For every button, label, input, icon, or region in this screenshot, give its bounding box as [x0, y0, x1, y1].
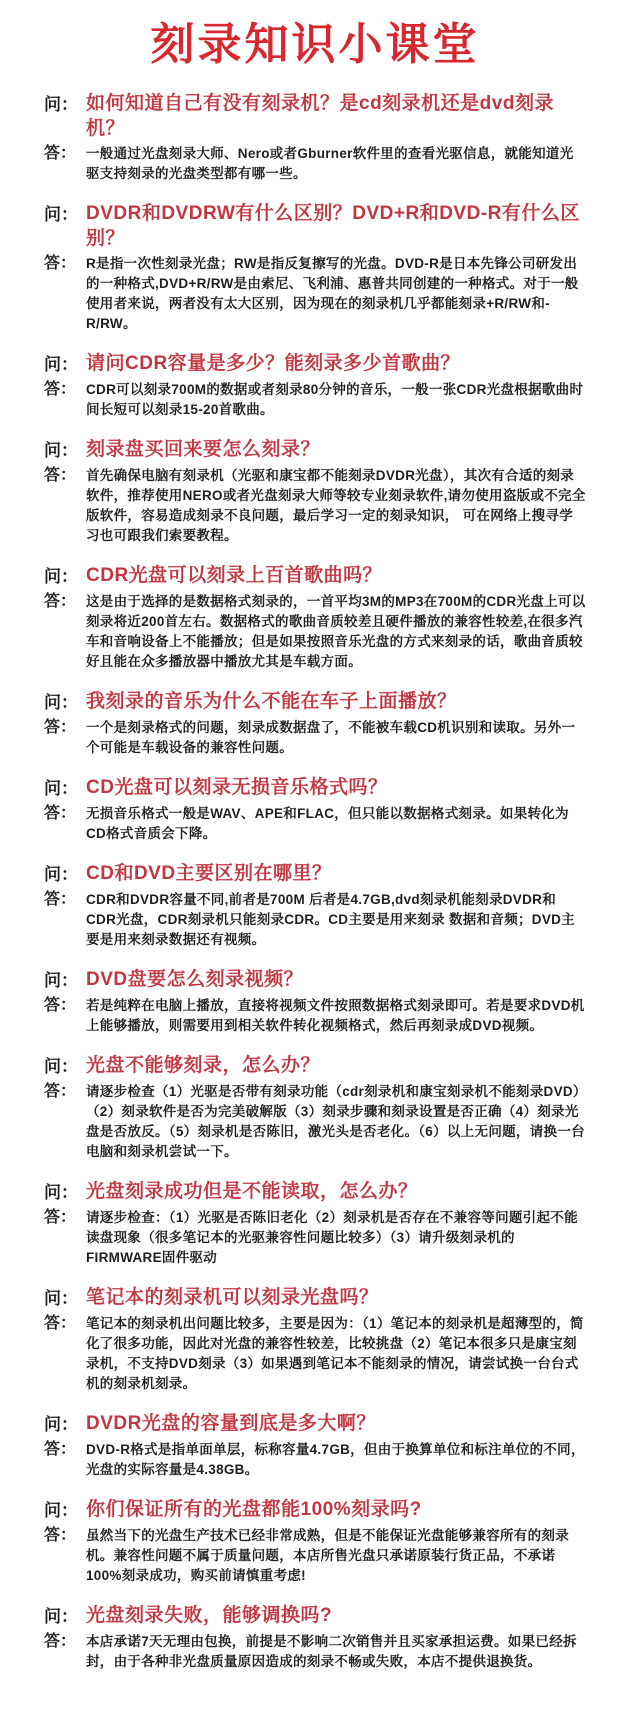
answer-label: 答：: [44, 1440, 77, 1458]
answer-label: 答：: [44, 1208, 77, 1226]
qa-item-7: [44, 775, 586, 844]
question-label: 问：: [44, 778, 78, 798]
qa-item-2: [44, 201, 586, 334]
question-text: DVD盘要怎么刻录视频？: [86, 968, 304, 990]
question-label: 问：: [44, 1606, 78, 1626]
question-text: 如何知道自己有没有刻录机？是cd刻录机还是dvd刻录机？: [86, 92, 554, 139]
answer-text: 一般通过光盘刻录大师、Nero或者Gburner软件里的查看光驱信息，就能知道光驱支持刻录的光盘类型都有哪一些。: [86, 145, 574, 181]
page-title: 刻录知识小课堂: [150, 20, 480, 69]
question-label: 问：: [44, 566, 78, 586]
answer-label: 答：: [44, 466, 77, 484]
question-label: 问：: [44, 440, 78, 460]
answer-label: 答：: [44, 1526, 77, 1544]
question-text: 光盘刻录失败，能够调换吗?: [86, 1604, 333, 1626]
answer-text: 请逐步检查（1）光驱是否带有刻录功能（cdr刻录机和康宝刻录机不能刻录DVD）（2）刻录软件是否为完美破解版（3）刻录步骤和刻录设置是否正确（4）刻录光盘是否放反。（5）刻录机是否陈旧，激光头是否老化。（6）以上无问题，请换一台电脑和刻录机尝试一下。: [86, 1083, 585, 1159]
answer-label: 答：: [44, 254, 77, 272]
answer-text: 一个是刻录格式的问题，刻录成数据盘了，不能被车载CD机识别和读取。另外一个可能是车载设备的兼容性问题。: [86, 719, 576, 755]
qa-item-11: [44, 1179, 586, 1268]
qa-item-8: [44, 861, 586, 950]
qa-item-6: [44, 689, 586, 758]
qa-item-14: [44, 1497, 586, 1586]
question-text: 请问CDR容量是多少？能刻录多少首歌曲？: [86, 352, 461, 374]
answer-label: 答：: [44, 592, 77, 610]
qa-item-13: [44, 1411, 586, 1480]
question-text: CD光盘可以刻录无损音乐格式吗？: [86, 776, 388, 798]
qa-item-15: [44, 1603, 586, 1672]
answer-text: CDR可以刻录700M的数据或者刻录80分钟的音乐，一般一张CDR光盘根据歌曲时间长短可以刻录15-20首歌曲。: [86, 381, 584, 417]
answer-label: 答：: [44, 996, 77, 1014]
question-text: 刻录盘买回来要怎么刻录？: [86, 438, 321, 460]
answer-text: R是指一次性刻录光盘；RW是指反复擦写的光盘。DVD-R是日本先锋公司研发出的一种格式,DVD+R/RW是由索尼、飞利浦、惠普共同创建的一种格式。对于一般使用者来说，两者没有太大区别，因为现在的刻录机几乎都能刻录+R/RW和-R/RW。: [86, 255, 579, 331]
answer-label: 答：: [44, 1314, 77, 1332]
qa-item-1: [44, 91, 586, 184]
answer-label: 答：: [44, 804, 77, 822]
answer-text: 这是由于选择的是数据格式刻录的，一首平均3M的MP3在700M的CDR光盘上可以刻录将近200首左右。数据格式的歌曲音质较差且硬件播放的兼容性较差,在很多汽车和音响设备上不能播放；但是如果按照音乐光盘的方式来刻录的话，歌曲音质较好且能在众多播放器中播放尤其是车载方面。: [86, 593, 586, 669]
answer-text: DVD-R格式是指单面单层，标称容量4.7GB，但由于换算单位和标注单位的不同，光盘的实际容量是4.38GB。: [86, 1441, 585, 1477]
qa-item-9: [44, 967, 586, 1036]
question-text: 光盘刻录成功但是不能读取，怎么办？: [86, 1180, 418, 1202]
answer-label: 答：: [44, 144, 77, 162]
question-label: 问：: [44, 1182, 78, 1202]
question-label: 问：: [44, 354, 78, 374]
qa-item-4: [44, 437, 586, 546]
question-label: 问：: [44, 1056, 78, 1076]
qa-item-10: [44, 1053, 586, 1162]
question-text: DVDR和DVDRW有什么区别？DVD+R和DVD-R有什么区别？: [86, 202, 580, 249]
question-text: 光盘不能够刻录，怎么办？: [86, 1054, 321, 1076]
qa-item-5: [44, 563, 586, 672]
answer-label: 答：: [44, 380, 77, 398]
answer-label: 答：: [44, 718, 77, 736]
qa-item-12: [44, 1285, 586, 1394]
question-text: CDR光盘可以刻录上百首歌曲吗？: [86, 564, 383, 586]
answer-text: 虽然当下的光盘生产技术已经非常成熟，但是不能保证光盘能够兼容所有的刻录机。兼容性问题不属于质量问题，本店所售光盘只承诺原装行货正品，不承诺100%刻录成功，购买前请慎重考虑!: [86, 1527, 569, 1583]
question-label: 问：: [44, 1414, 78, 1434]
question-text: 我刻录的音乐为什么不能在车子上面播放？: [86, 690, 457, 712]
answer-text: CDR和DVDR容量不同,前者是700M 后者是4.7GB,dvd刻录机能刻录DVDR和CDR光盘，CDR刻录机只能刻录CDR。CD主要是用来刻录 数据和音频；DVD主要是用来刻录数据还有视频。: [86, 891, 575, 947]
answer-text: 请逐步检查：（1）光驱是否陈旧老化（2）刻录机是否存在不兼容等问题引起不能读盘现象（很多笔记本的光驱兼容性问题比较多）（3）请升级刻录机的FIRMWARE固件驱动: [86, 1209, 578, 1265]
answer-text: 本店承诺7天无理由包换，前提是不影响二次销售并且买家承担运费。如果已经拆封，由于各种非光盘质量原因造成的刻录不畅或失败，本店不提供退换货。: [86, 1633, 577, 1669]
question-label: 问：: [44, 94, 78, 114]
answer-text: 无损音乐格式一般是WAV、APE和FLAC，但只能以数据格式刻录。如果转化为CD格式音质会下降。: [86, 805, 569, 841]
question-text: CD和DVD主要区别在哪里？: [86, 862, 332, 884]
answer-label: 答：: [44, 1632, 77, 1650]
question-label: 问：: [44, 692, 78, 712]
answer-label: 答：: [44, 890, 77, 908]
answer-text: 首先确保电脑有刻录机（光驱和康宝都不能刻录DVDR光盘），其次有合适的刻录软件，推荐使用NERO或者光盘刻录大师等较专业刻录软件,请勿使用盗版或不完全版软件，容易造成刻录不良问题，最后学习一定的刻录知识， 可在网络上搜寻学习也可跟我们索要教程。: [86, 467, 586, 543]
question-label: 问：: [44, 864, 78, 884]
question-label: 问：: [44, 1500, 78, 1520]
question-text: 笔记本的刻录机可以刻录光盘吗？: [86, 1286, 379, 1308]
answer-text: 笔记本的刻录机出问题比较多，主要是因为：（1）笔记本的刻录机是超薄型的，简化了很多功能，因此对光盘的兼容性较差，比较挑盘（2）笔记本很多只是康宝刻录机，不支持DVD刻录（3）如果遇到笔记本不能刻录的情况，请尝试换一台台式机的刻录机刻录。: [86, 1315, 584, 1391]
question-label: 问：: [44, 204, 78, 224]
question-text: DVDR光盘的容量到底是多大啊？: [86, 1412, 376, 1434]
question-label: 问：: [44, 1288, 78, 1308]
answer-text: 若是纯粹在电脑上播放，直接将视频文件按照数据格式刻录即可。若是要求DVD机上能够播放，则需要用到相关软件转化视频格式，然后再刻录成DVD视频。: [86, 997, 585, 1033]
question-label: 问：: [44, 970, 78, 990]
qa-item-3: [44, 351, 586, 420]
answer-label: 答：: [44, 1082, 77, 1100]
question-text: 你们保证所有的光盘都能100%刻录吗?: [86, 1498, 422, 1520]
